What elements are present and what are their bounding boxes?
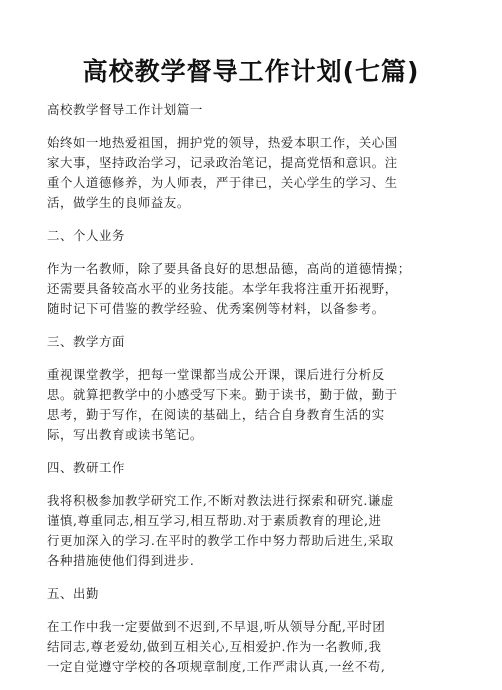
section-heading: 二、个人业务 <box>47 228 125 243</box>
paragraph-line: 活，做学生的良师益友。 <box>47 195 190 210</box>
paragraph-line: 谨慎,尊重同志,相互学习,相互帮助.对于素质教育的理论,进 <box>47 513 382 528</box>
section-heading-research <box>47 458 462 478</box>
paragraph-line: 思考，勤于写作，在阅读的基础上，结合自身教育生活的实 <box>47 407 385 422</box>
section-paragraph-attendance <box>47 617 462 677</box>
section-heading: 三、教学方面 <box>47 334 125 349</box>
section-paragraph-research <box>47 491 462 571</box>
paragraph-line: 际，写出教育或读书笔记。 <box>47 427 203 442</box>
paragraph-line: 我将积极参加教学研究工作,不断对教法进行探索和研究.谦虚 <box>47 493 394 508</box>
paragraph-line: 在工作中我一定要做到不迟到,不早退,听从领导分配,平时团 <box>47 619 386 634</box>
section-paragraph-personal-work <box>47 259 462 319</box>
paragraph-line: 作为一名教师，除了要具备良好的思想品德，高尚的道德情操； <box>47 261 411 276</box>
subtitle-line: 高校教学督导工作计划篇一 <box>47 102 203 117</box>
section-heading: 四、教研工作 <box>47 460 125 475</box>
paragraph-line: 各种措施使他们得到进步. <box>47 553 195 568</box>
section-heading-teaching <box>47 332 462 352</box>
paragraph-line: 结同志,尊老爱幼,做到互相关心,互相爱护.作为一名教师,我 <box>47 639 382 654</box>
paragraph-line: 行更加深入的学习.在平时的教学工作中努力帮助后进生,采取 <box>47 533 394 548</box>
paragraph-line: 随时记下可借鉴的教学经验、优秀案例等材料，以备参考。 <box>47 301 385 316</box>
intro-paragraph <box>47 133 462 213</box>
section-heading: 五、出勤 <box>47 586 99 601</box>
section-heading-personal-work <box>47 226 462 246</box>
paragraph-line: 重个人道德修养，为人师表，严于律已，关心学生的学习、生 <box>47 175 398 190</box>
document-body <box>47 100 462 690</box>
paragraph-line: 一定自觉遵守学校的各项规章制度,工作严肃认真,一丝不苟, <box>47 659 386 674</box>
section-paragraph-teaching <box>47 365 462 445</box>
section-heading-attendance <box>47 584 462 604</box>
paragraph-line: 还需要具备较高水平的业务技能。本学年我将注重开拓视野， <box>47 281 398 296</box>
document-title: 高校教学督导工作计划(七篇) <box>82 57 420 86</box>
document-subtitle <box>47 100 462 120</box>
paragraph-line: 重视课堂教学，把每一堂课都当成公开课，课后进行分析反 <box>47 367 385 382</box>
paragraph-line: 思。就算把教学中的小感受写下来。勤于读书，勤于做，勤于 <box>47 387 398 402</box>
paragraph-line: 家大事，坚持政治学习，记录政治笔记，提高党悟和意识。注 <box>47 155 398 170</box>
paragraph-line: 始终如一地热爱祖国，拥护党的领导，热爱本职工作，关心国 <box>47 135 398 150</box>
